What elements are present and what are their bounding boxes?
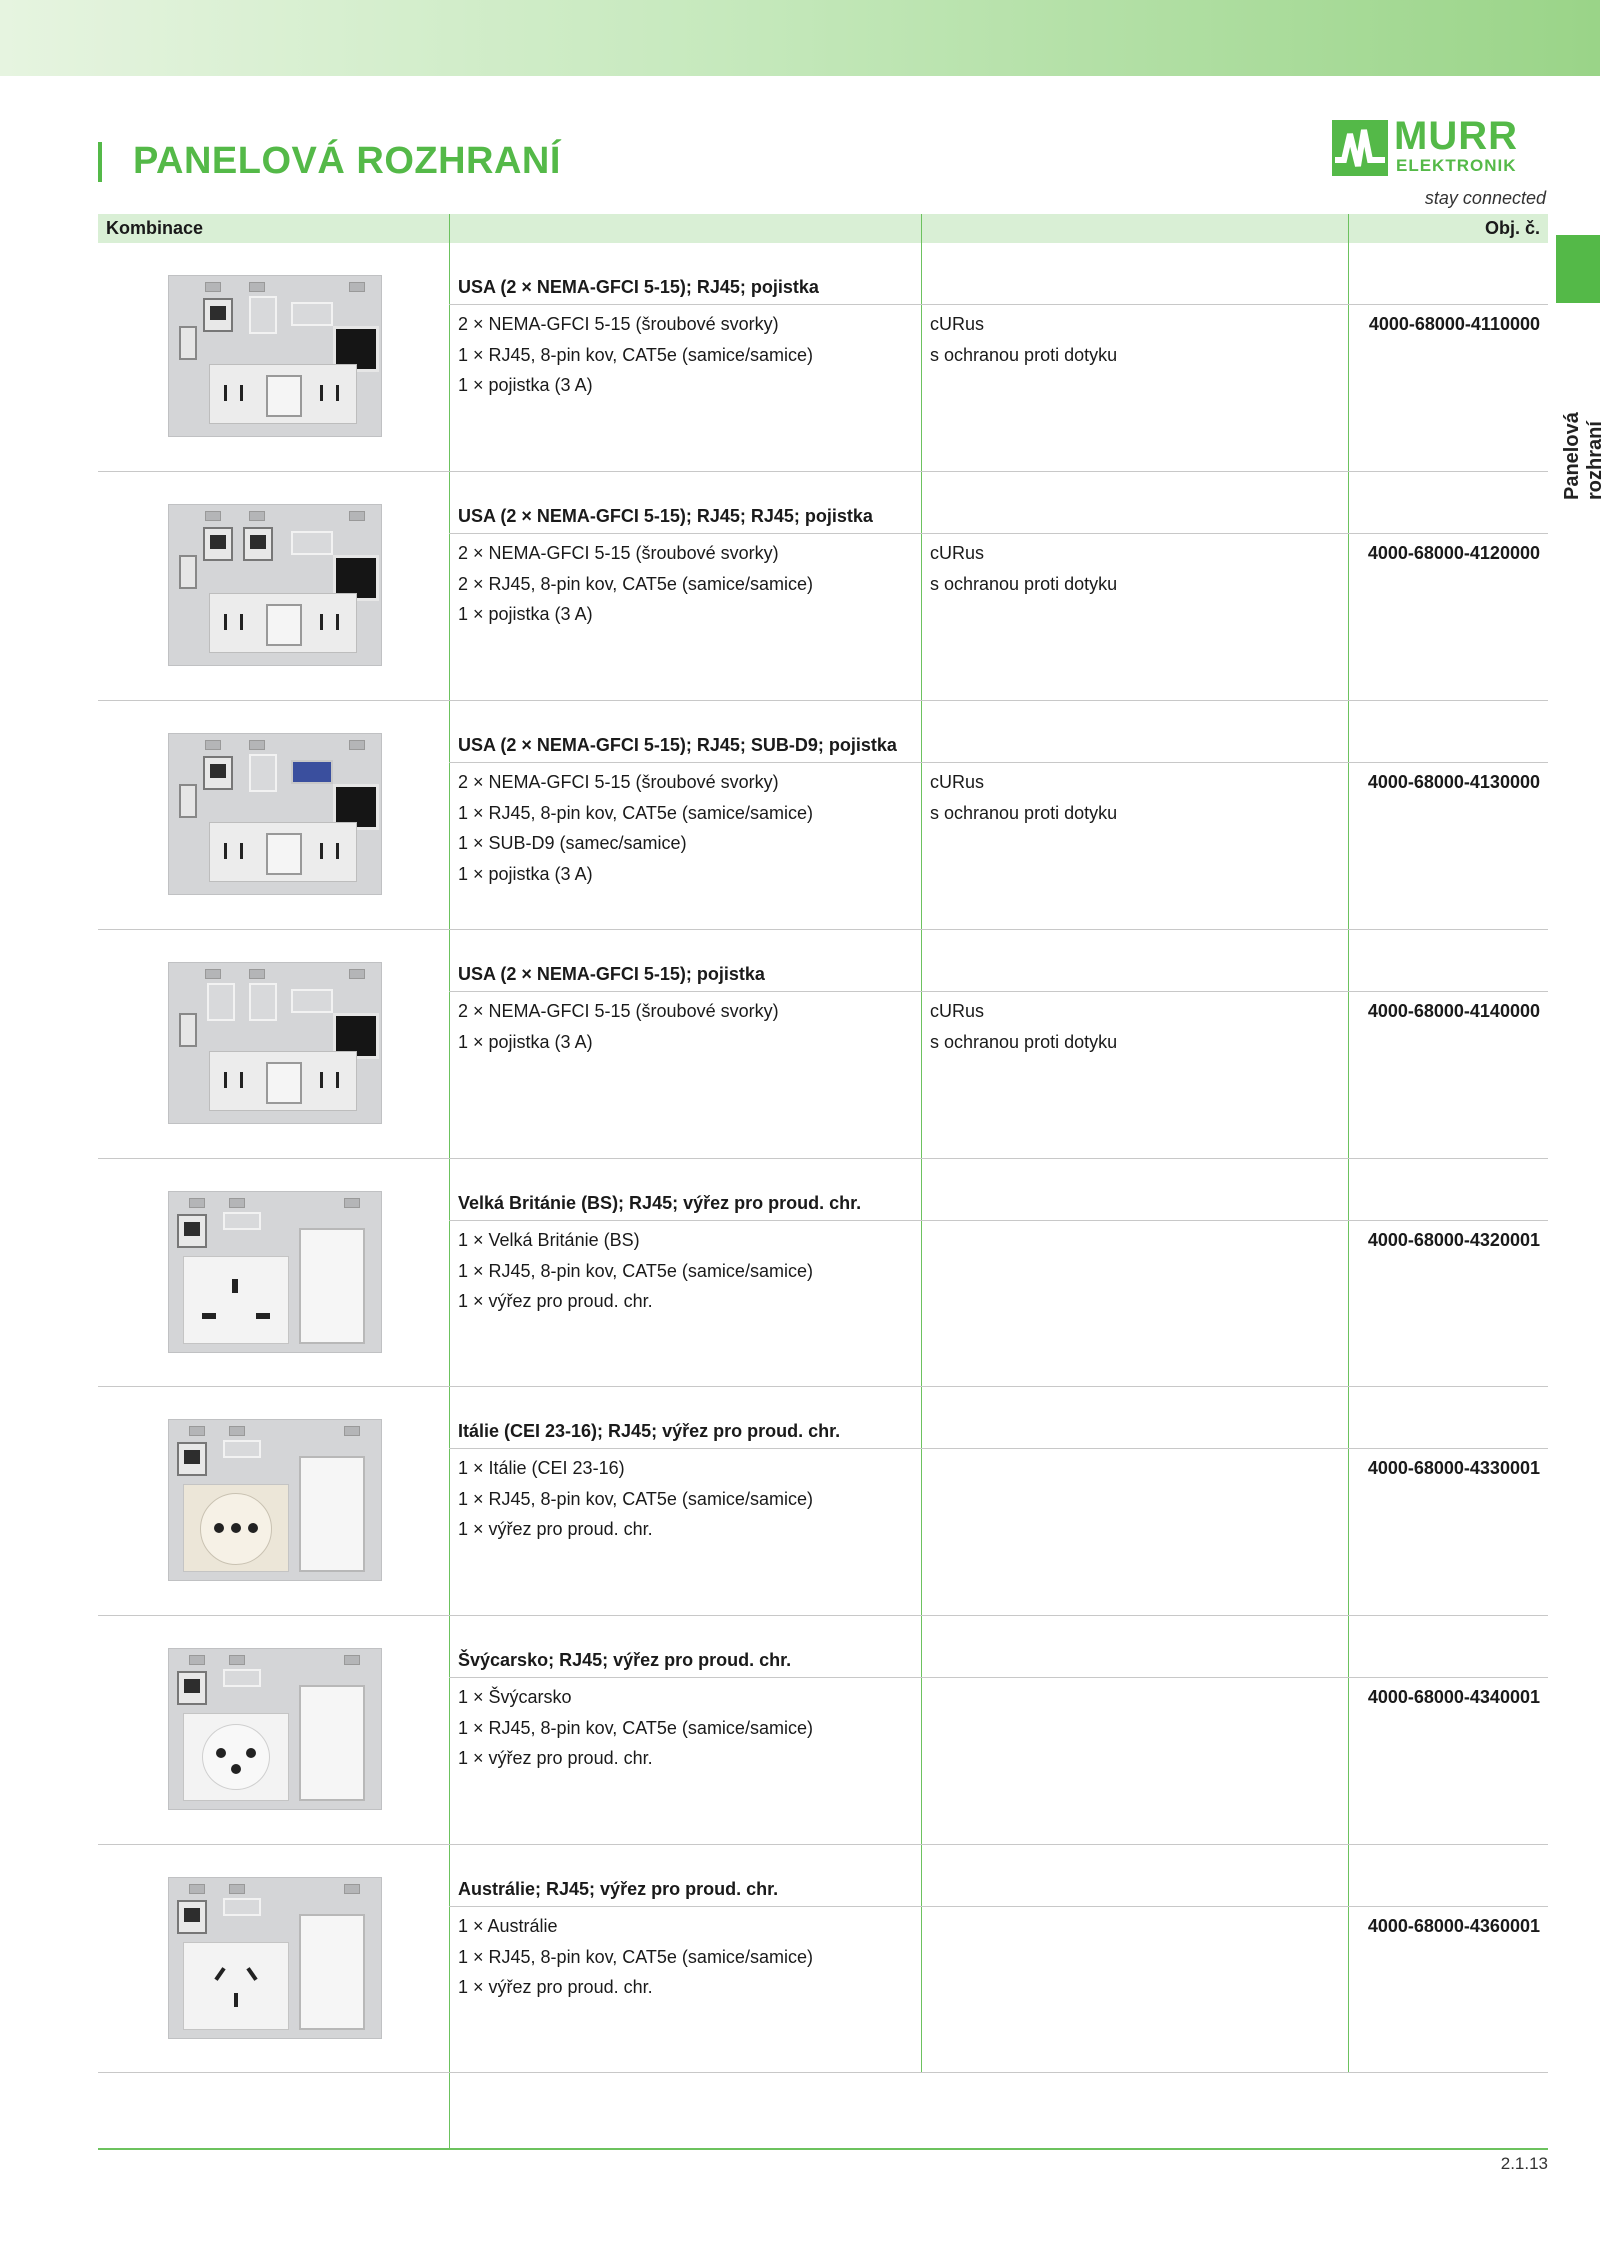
order-number: 4000-68000-4360001: [1367, 1916, 1540, 1936]
table-row: [98, 1159, 1548, 1387]
murr-logo-icon: [1332, 120, 1388, 176]
order-number: 4000-68000-4340001: [1367, 1687, 1540, 1707]
table-row: [98, 1387, 1548, 1615]
product-image-usa-rj45-subd9-fuse: [168, 733, 382, 895]
gfci-outlet-icon: [209, 1051, 357, 1111]
row-certifications: cURus s ochranou proti dotyku: [930, 314, 1118, 365]
row-title: USA (2 × NEMA-GFCI 5-15); RJ45; pojistka: [458, 277, 819, 297]
product-image-australia: [168, 1877, 382, 2039]
swiss-socket-icon: [183, 1713, 289, 1801]
breaker-cutout: [299, 1914, 365, 2030]
row-title: USA (2 × NEMA-GFCI 5-15); RJ45; RJ45; pojistka: [458, 506, 873, 526]
subd9-connector-icon: [291, 760, 333, 784]
row-title: USA (2 × NEMA-GFCI 5-15); pojistka: [458, 964, 765, 984]
row-specs: 1 × Velká Británie (BS) 1 × RJ45, 8-pin kov, CAT5e (samice/samice) 1 × výřez pro proud. chr.: [458, 1230, 813, 1311]
row-specs: 2 × NEMA-GFCI 5-15 (šroubové svorky) 1 × pojistka (3 A): [458, 1001, 779, 1052]
row-certifications: cURus s ochranou proti dotyku: [930, 772, 1118, 823]
table-header: [98, 214, 1548, 243]
australia-socket-icon: [183, 1942, 289, 2030]
logo-subword: ELEKTRONIK: [1396, 156, 1517, 175]
row-title: Velká Británie (BS); RJ45; výřez pro proud. chr.: [458, 1193, 862, 1213]
product-image-usa-2rj45-fuse: [168, 504, 382, 666]
table-row: [98, 930, 1548, 1158]
footer-divider: [98, 2148, 1548, 2150]
order-number: 4000-68000-4320001: [1367, 1230, 1540, 1250]
table-row: [98, 472, 1548, 700]
page-title: PANELOVÁ ROZHRANÍ: [133, 140, 561, 182]
product-image-usa-rj45-fuse: [168, 275, 382, 437]
row-title: Itálie (CEI 23-16); RJ45; výřez pro proud. chr.: [458, 1421, 841, 1441]
breaker-cutout: [299, 1228, 365, 1344]
section-side-label: Panelová rozhraní: [1561, 412, 1606, 500]
product-image-usa-fuse: [168, 962, 382, 1124]
table-row: [98, 1616, 1548, 1844]
product-image-uk-bs: [168, 1191, 382, 1353]
order-number: 4000-68000-4130000: [1367, 772, 1540, 792]
row-specs: 1 × Švýcarsko 1 × RJ45, 8-pin kov, CAT5e (samice/samice) 1 × výřez pro proud. chr.: [458, 1687, 813, 1768]
top-band: [0, 0, 1600, 76]
tagline: stay connected: [1424, 188, 1546, 208]
uk-socket-icon: [183, 1256, 289, 1344]
row-certifications: cURus s ochranou proti dotyku: [930, 543, 1118, 594]
table-row: [98, 243, 1548, 471]
gfci-outlet-icon: [209, 364, 357, 424]
row-certifications: cURus s ochranou proti dotyku: [930, 1001, 1118, 1052]
row-specs: 2 × NEMA-GFCI 5-15 (šroubové svorky) 1 × RJ45, 8-pin kov, CAT5e (samice/samice) 1 × pojistka (3 A): [458, 314, 813, 395]
title-accent-bar: [98, 142, 102, 182]
page-number: 2.1.13: [1500, 2154, 1548, 2173]
row-title: Austrálie; RJ45; výřez pro proud. chr.: [458, 1879, 779, 1899]
product-image-italy: [168, 1419, 382, 1581]
row-title: USA (2 × NEMA-GFCI 5-15); RJ45; SUB-D9; pojistka: [458, 735, 897, 755]
order-number: 4000-68000-4330001: [1367, 1458, 1540, 1478]
row-specs: 1 × Austrálie 1 × RJ45, 8-pin kov, CAT5e (samice/samice) 1 × výřez pro proud. chr.: [458, 1916, 813, 1997]
column-header-order-number: Obj. č.: [1484, 218, 1540, 238]
order-number: 4000-68000-4140000: [1367, 1001, 1540, 1021]
row-specs: 2 × NEMA-GFCI 5-15 (šroubové svorky) 1 × RJ45, 8-pin kov, CAT5e (samice/samice) 1 × SUB-D9 (samec/samice) 1 × pojistka (3 A): [458, 772, 813, 884]
order-number: 4000-68000-4110000: [1368, 314, 1540, 334]
order-number: 4000-68000-4120000: [1367, 543, 1540, 563]
column-header-combination: Kombinace: [106, 218, 204, 238]
row-title: Švýcarsko; RJ45; výřez pro proud. chr.: [458, 1650, 792, 1670]
product-image-switzerland: [168, 1648, 382, 1810]
row-specs: 2 × NEMA-GFCI 5-15 (šroubové svorky) 2 × RJ45, 8-pin kov, CAT5e (samice/samice) 1 × pojistka (3 A): [458, 543, 813, 624]
table-row: [98, 701, 1548, 929]
section-tab-marker: [1556, 235, 1600, 303]
italy-socket-icon: [183, 1484, 289, 1572]
gfci-outlet-icon: [209, 822, 357, 882]
gfci-outlet-icon: [209, 593, 357, 653]
table-row: [98, 1845, 1548, 2073]
breaker-cutout: [299, 1685, 365, 1801]
logo-wordmark: MURR: [1394, 114, 1518, 158]
row-specs: 1 × Itálie (CEI 23-16) 1 × RJ45, 8-pin kov, CAT5e (samice/samice) 1 × výřez pro proud. chr.: [458, 1458, 813, 1539]
breaker-cutout: [299, 1456, 365, 1572]
